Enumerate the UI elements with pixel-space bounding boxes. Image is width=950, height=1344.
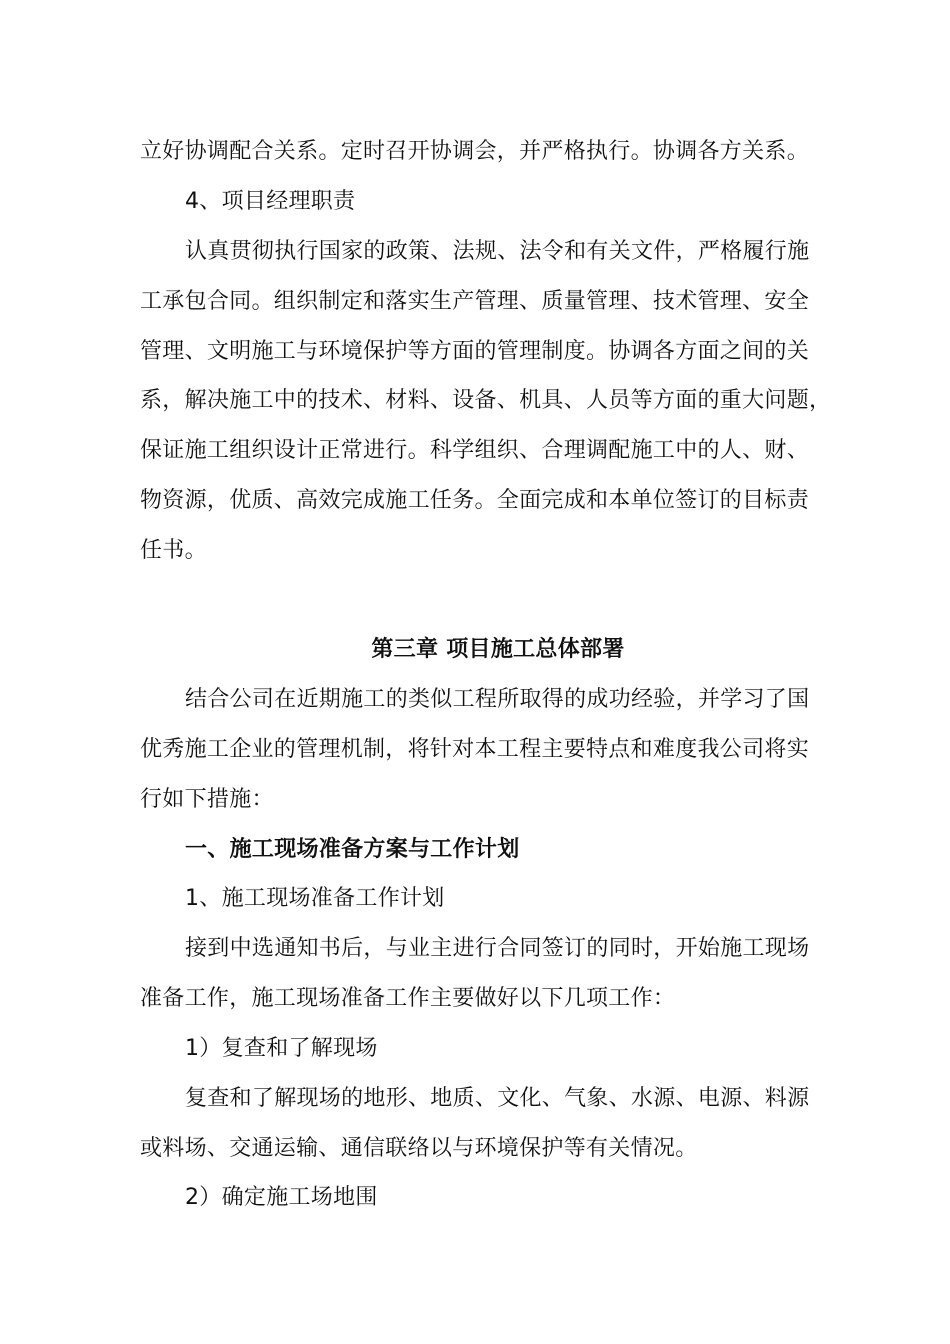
list-item-title: 2）确定施工场地围 <box>185 1185 378 1210</box>
paragraph-line: 物资源，优质、高效完成施工任务。全面完成和本单位签订的目标责 <box>140 488 810 513</box>
paragraph-line: 管理、文明施工与环境保护等方面的管理制度。协调各方面之间的关 <box>140 339 810 364</box>
paragraph-line: 复查和了解现场的地形、地质、文化、气象、水源、电源、料源 <box>185 1086 810 1111</box>
paragraph-line: 保证施工组织设计正常进行。科学组织、合理调配施工中的人、财、 <box>140 438 810 463</box>
paragraph-line: 接到中选通知书后，与业主进行合同签订的同时，开始施工现场 <box>185 936 810 961</box>
paragraph-line: 认真贯彻执行国家的政策、法规、法令和有关文件，严格履行施 <box>185 239 810 264</box>
paragraph-line: 优秀施工企业的管理机制，将针对本工程主要特点和难度我公司将实 <box>140 737 810 762</box>
paragraph-line: 任书。 <box>140 538 207 563</box>
paragraph-line: 结合公司在近期施工的类似工程所取得的成功经验，并学习了国 <box>185 687 810 712</box>
paragraph-line: 行如下措施： <box>140 787 274 812</box>
subsection-title: 1、施工现场准备工作计划 <box>185 886 445 911</box>
paragraph-line: 或料场、交通运输、通信联络以与环境保护等有关情况。 <box>140 1136 698 1161</box>
heading-project-manager-duties: 4、项目经理职责 <box>185 189 356 214</box>
section-title: 一、施工现场准备方案与工作计划 <box>185 837 520 862</box>
paragraph-line: 准备工作，施工现场准备工作主要做好以下几项工作： <box>140 986 676 1011</box>
chapter-title: 第三章 项目施工总体部署 <box>371 637 625 662</box>
paragraph-continuation: 立好协调配合关系。定时召开协调会，并严格执行。协调各方关系。 <box>140 139 810 164</box>
paragraph-line: 工承包合同。组织制定和落实生产管理、质量管理、技术管理、安全 <box>140 289 810 314</box>
paragraph-line: 系，解决施工中的技术、材料、设备、机具、人员等方面的重大问题， <box>140 388 832 413</box>
list-item-title: 1）复查和了解现场 <box>185 1036 378 1061</box>
